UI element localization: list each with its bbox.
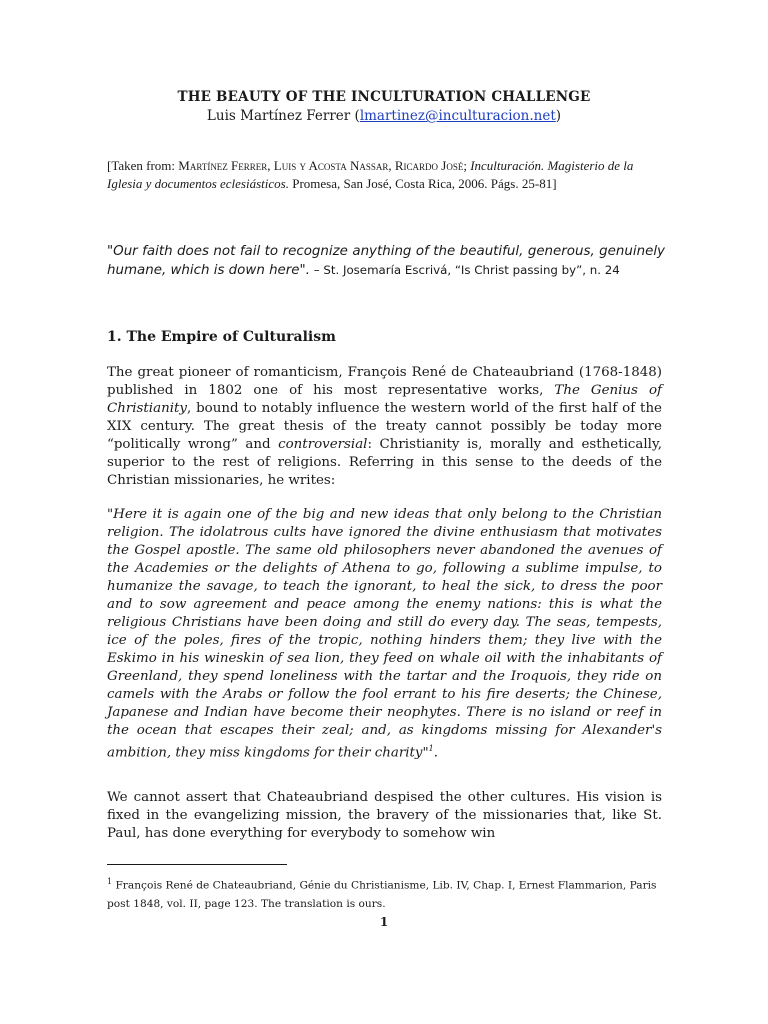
epigraph-attribution: – St. Josemaría Escrivá, “Is Christ passing by”, n. 24 (309, 263, 620, 277)
paragraph1-emphasis: controversial (278, 437, 368, 452)
source-book-title: Inculturación. Magisterio de la Iglesia y documentos eclesiásticos. (107, 158, 634, 191)
block-quote-text: "Here it is again one of the big and new ideas that only belong to the Christian religion. The idolatrous cults have ignored the divine enthusiasm that motivates the Gospel apostle. The same old philosophers never abandoned the avenues of the Academies or the delights of Athena to go, following a sublime impulse, to humanize the savage, to teach the ignorant, to heal the sick, to dress the poor and to sow agreement and peace among the enemy nations: this is what the religious Christians have been doing and still do every day. The seas, tempests, ice of the poles, fires of the tropic, nothing hinders them; they live with the Eskimo in his wineskin of sea lion, they feed on whale oil with the inhabitants of Greenland, they spend loneliness with the tartar and the Iroquois, they ride on camels with the Arabs or follow the fool errant to his fire deserts; the Chinese, Japanese and Indian have become their neophytes. There is no island or reef in the ocean that escapes their zeal; and, as kingdoms missing for Alexander's ambition, they miss kingdoms for their charity" (107, 507, 662, 761)
block-quote-end: . (433, 745, 438, 761)
section-heading: 1. The Empire of Culturalism (107, 329, 336, 345)
paragraph1-text-c: : Christianity is, morally and esthetically, superior to the rest of religions. Referring in this sense to the deeds of the Christian missionaries, he writes: (107, 437, 662, 488)
source-authors: Martínez Ferrer, Luis y Acosta Nassar, Ricardo José (178, 158, 464, 173)
source-citation (107, 157, 665, 193)
paragraph1-text-a: The great pioneer of romanticism, François René de Chateaubriand (1768-1848) published in 1802 one of his most representative works, (107, 365, 662, 398)
footnote-divider (107, 864, 287, 865)
page-number: 1 (379, 915, 389, 929)
footnote-text: François René de Chateaubriand, Génie du Christianisme, Lib. IV, Chap. I, Ernest Flammarion, Paris post 1848, vol. II, page 123. The translation is ours. (107, 879, 657, 910)
body-paragraph-3: We cannot assert that Chateaubriand despised the other cultures. His vision is fixed in the evangelizing mission, the bravery of the missionaries that, like St. Paul, has done everything for everybody to somehow win (107, 790, 662, 841)
source-prefix: [Taken from: (107, 158, 179, 173)
source-publication: Promesa, San José, Costa Rica, 2006. Págs. 25-81] (288, 176, 557, 191)
footnote-reference[interactable]: 1 (428, 744, 434, 753)
footnote-marker: 1 (107, 877, 113, 886)
source-separator: ; (463, 158, 471, 173)
author-name: Luis Martínez Ferrer ( (206, 108, 360, 124)
document-title: THE BEAUTY OF THE INCULTURATION CHALLENGE (177, 89, 591, 105)
author-email-link[interactable]: lmartinez@inculturacion.net (359, 108, 556, 124)
author-line (0, 108, 768, 124)
paragraph1-work-title: The Genius of Christianity (107, 383, 662, 416)
footnote (107, 873, 662, 913)
epigraph-quote: "Our faith does not fail to recognize anything of the beautiful, generous, genuinely humane, which is down here". (107, 244, 665, 278)
body-paragraph-1 (107, 364, 662, 490)
block-quote (107, 506, 662, 762)
author-close: ) (555, 108, 562, 124)
paragraph1-text-b: , bound to notably influence the western world of the first half of the XIX century. The great thesis of the treaty cannot possibly be today more “politically wrong” and (107, 401, 662, 452)
epigraph (107, 243, 665, 280)
